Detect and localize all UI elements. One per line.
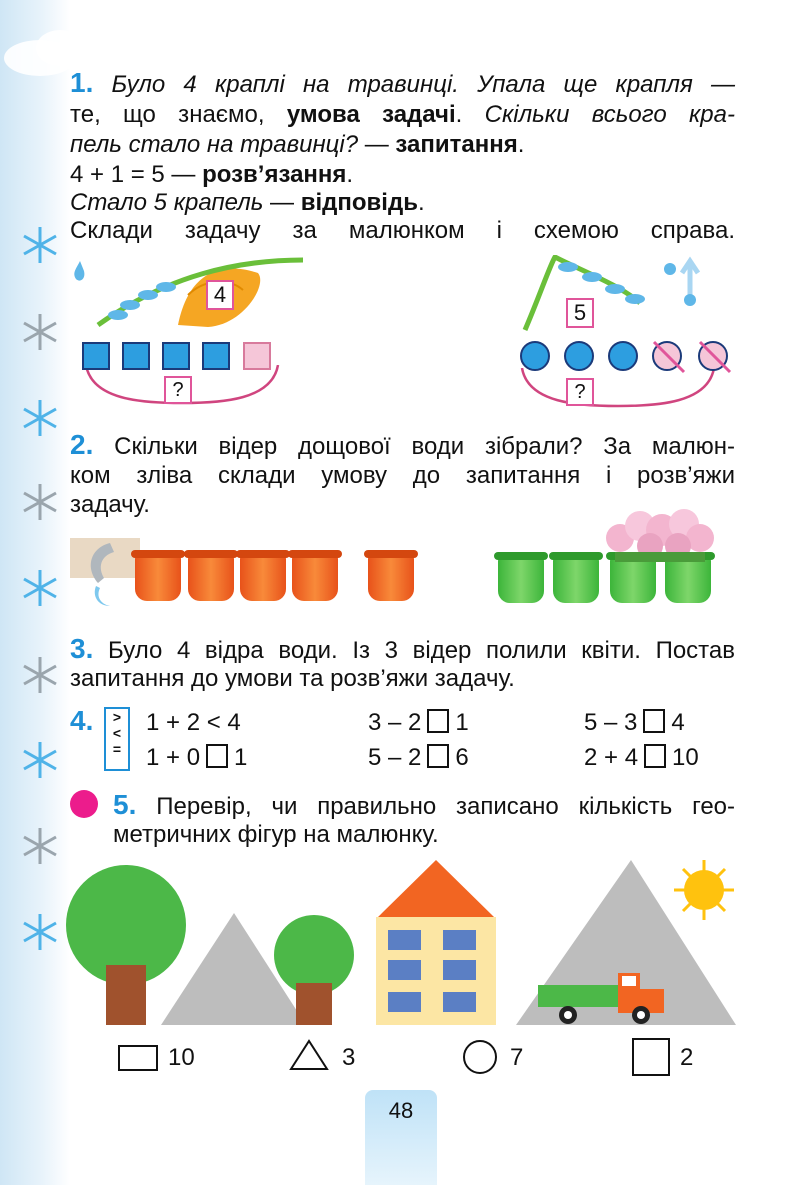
blue-square <box>82 342 110 370</box>
exercise-right: 1 <box>234 744 248 771</box>
task4-exercise <box>584 709 685 737</box>
task2-number: 2. <box>70 429 94 460</box>
flowers-illustration <box>600 508 720 563</box>
exercise-right: 4 <box>671 709 685 736</box>
task1-line4 <box>70 160 735 190</box>
task1-text-2d: Скільки всього кра- <box>484 101 735 128</box>
snowflake-icon <box>20 740 60 780</box>
window-rectangle <box>388 960 421 980</box>
snowflake-icon <box>20 312 60 352</box>
leaf-drops-illustration <box>68 255 308 345</box>
answer-box[interactable] <box>206 744 228 768</box>
blue-square <box>122 342 150 370</box>
circle-shape-icon <box>463 1040 497 1074</box>
task4-exercise <box>368 709 469 737</box>
task5-line1 <box>113 790 735 822</box>
wheel-hub-circle <box>564 1011 572 1019</box>
blue-circle <box>608 341 638 371</box>
task2-line2 <box>70 461 735 491</box>
snowflake-icon <box>20 482 60 522</box>
task1-text-4c: . <box>346 161 354 188</box>
page-number: 48 <box>388 1098 414 1123</box>
wheel-hub-circle <box>637 1011 645 1019</box>
task1-condition-term: умова задачі <box>286 101 456 128</box>
pink-square <box>243 342 271 370</box>
task1-text-5b: — <box>263 189 301 216</box>
exercise-right: 1 <box>455 709 469 736</box>
exercise-right: 6 <box>455 744 469 771</box>
green-bucket <box>665 557 711 603</box>
orange-bucket <box>240 555 286 601</box>
task5-text-1: Перевір, чи правильно записано кількість гео- <box>156 793 735 820</box>
window-rectangle <box>443 992 476 1012</box>
bucket-rim <box>236 550 290 558</box>
comparison-signs-box: > < = <box>104 707 130 771</box>
task1-text-4a: 4 + 1 = 5 — <box>70 161 203 188</box>
bucket-rim <box>494 552 548 560</box>
circle-count: 7 <box>510 1044 524 1071</box>
bucket-rim <box>184 550 238 558</box>
tree-trunk-rectangle <box>296 983 332 1025</box>
triangle-shape-icon <box>288 1038 330 1072</box>
exercise-left: 2 + 4 <box>584 744 639 771</box>
snowflake-icon <box>20 655 60 695</box>
exercise-left: 5 – 2 <box>368 744 422 771</box>
rectangle-shape-icon <box>118 1045 158 1071</box>
exercise-left: 3 – 2 <box>368 709 422 736</box>
task1-text-2a: те, що знаємо, <box>70 101 287 128</box>
blue-square <box>162 342 190 370</box>
task1-line5 <box>70 188 735 218</box>
task1-answer-term: відповідь <box>300 189 418 216</box>
task1-line2 <box>70 100 735 130</box>
task4-exercise <box>146 744 247 772</box>
exercise-left: 1 + 0 <box>146 744 201 771</box>
task2-line1 <box>70 430 735 462</box>
square-shape-icon <box>632 1038 670 1076</box>
task1-question-term: запитання <box>395 131 518 158</box>
answer-box[interactable] <box>427 744 449 768</box>
answer-box[interactable] <box>644 744 666 768</box>
task4-number-label: 4. <box>70 705 94 736</box>
window-rectangle <box>443 930 476 950</box>
tree-trunk-rectangle <box>106 965 146 1025</box>
window-rectangle <box>388 930 421 950</box>
task1-line6 <box>70 216 735 246</box>
truck-body-rectangle <box>538 985 618 1007</box>
roof-triangle <box>378 860 494 917</box>
task1-line3 <box>70 130 735 160</box>
left-question-box: ? <box>164 376 192 404</box>
snowflake-icon <box>20 826 60 866</box>
geometric-picture <box>66 855 746 1030</box>
watering-can-illustration <box>70 538 140 610</box>
task3-text-1: Було 4 відра води. Із 3 відер полили квіти. Постав <box>108 637 736 664</box>
task1-line1 <box>70 68 735 100</box>
green-bucket <box>553 557 599 603</box>
triangle-count: 3 <box>342 1044 356 1071</box>
task1-text-3b: — <box>358 131 396 158</box>
blue-circle <box>564 341 594 371</box>
answer-box[interactable] <box>427 709 449 733</box>
task2-text-1: Скільки відер дощової води зібрали? За малюн- <box>114 433 735 460</box>
task3-text-2: запитання до умови та розв’яжи задачу. <box>70 665 515 692</box>
task1-text-1: Було 4 краплі на травинці. Упала ще крапля — <box>111 71 735 98</box>
sun-circle <box>684 870 724 910</box>
blue-circle <box>520 341 550 371</box>
task4-exercise <box>368 744 469 772</box>
task2-text-2: ком зліва склади умову до запитання і розв’яжи <box>70 462 735 489</box>
pink-marker-dot <box>70 790 98 818</box>
task5-line2 <box>113 820 735 850</box>
rectangle-count: 10 <box>168 1044 195 1071</box>
task4-exercise <box>146 709 241 737</box>
blue-square <box>202 342 230 370</box>
task1-solution-term: розв’язання <box>202 161 347 188</box>
task1-text-5a: Стало 5 крапель <box>70 189 264 216</box>
snowflake-icon <box>20 912 60 952</box>
task1-right-number-box: 5 <box>566 298 594 328</box>
task2-text-3: задачу. <box>70 491 150 518</box>
snowflake-icon <box>20 225 60 265</box>
orange-bucket <box>292 555 338 601</box>
cross-marks <box>648 336 738 376</box>
task4-exercise <box>584 744 699 772</box>
exercise-left: 1 + 2 < 4 <box>146 709 241 736</box>
bucket-rim <box>131 550 185 558</box>
task3-line2 <box>70 664 735 694</box>
task5-number: 5. <box>113 789 137 820</box>
task3-line1 <box>70 634 735 666</box>
task1-number: 1. <box>70 67 94 98</box>
orange-bucket <box>368 555 414 601</box>
window-rectangle <box>443 960 476 980</box>
orange-bucket <box>188 555 234 601</box>
snowflake-icon <box>20 398 60 438</box>
task1-text-5d: . <box>417 189 425 216</box>
task4-number <box>70 707 93 737</box>
answer-box[interactable] <box>643 709 665 733</box>
task3-number: 3. <box>70 633 94 664</box>
bucket-rim <box>549 552 603 560</box>
truck-window-square <box>622 976 636 986</box>
task1-text-6: Склади задачу за малюнком і схемою справа. <box>70 217 735 244</box>
task1-text-3d: . <box>517 131 525 158</box>
exercise-right: 10 <box>672 744 699 771</box>
task5-text-2: метричних фігур на малюнку. <box>113 821 439 848</box>
orange-bucket <box>135 555 181 601</box>
task1-text-2c: . <box>455 101 485 128</box>
right-question-box: ? <box>566 378 594 406</box>
window-rectangle <box>388 992 421 1012</box>
grass-drops-illustration <box>520 255 720 335</box>
exercise-left: 5 – 3 <box>584 709 638 736</box>
square-count: 2 <box>680 1044 694 1071</box>
green-bucket <box>498 557 544 603</box>
bucket-rim <box>288 550 342 558</box>
snowflake-icon <box>20 568 60 608</box>
bucket-rim <box>364 550 418 558</box>
task1-left-number-box: 4 <box>206 280 234 310</box>
green-bucket <box>610 557 656 603</box>
task1-text-3a: пель стало на травинці? <box>70 131 359 158</box>
